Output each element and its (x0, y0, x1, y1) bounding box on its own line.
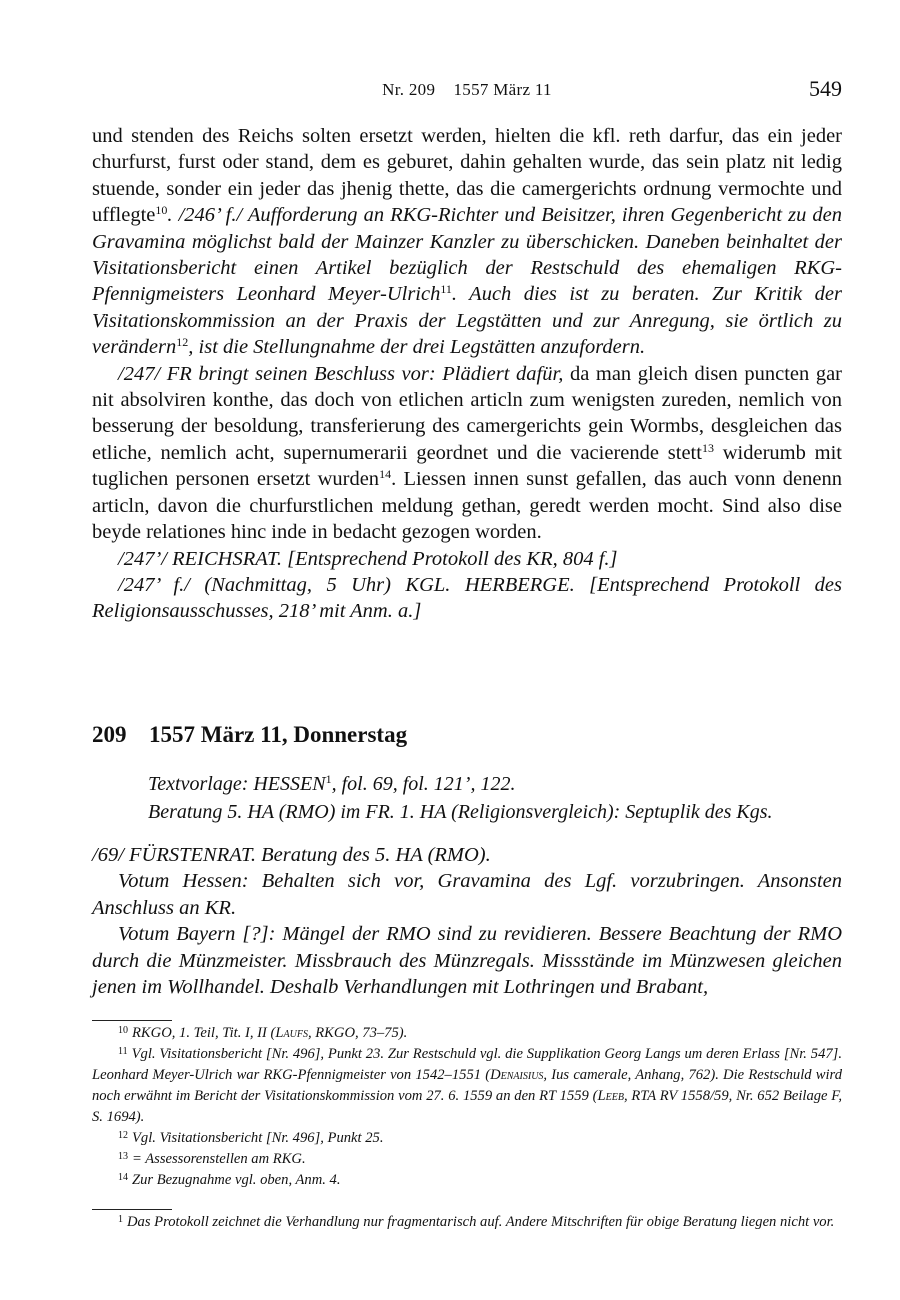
footnote-10 (92, 1023, 842, 1044)
text-run: da man gleich disen puncten gar nit absolviren konthe, das doch von etlichen articln zum wenigsten zureden, nemlich von besserung der besoldung, transferierung des camergerichts gein Wormbs, desgleichen das etliche, nemlich acht, supernumerarii geordnet und die vacierende stett (92, 362, 843, 464)
continued-text (92, 123, 842, 625)
footnote-b1 (92, 1212, 842, 1233)
footnote-12 (92, 1128, 842, 1149)
footnote-number: 13 (118, 1151, 128, 1162)
entry-heading (92, 722, 407, 748)
footnote-ref-13: 13 (701, 440, 714, 455)
votum-hessen: Votum Hessen: Behalten sich vor, Gravamina des Lgf. vorzubringen. Ansonsten Anschluss an KR. (92, 870, 842, 919)
footnotes-numeric (92, 1023, 842, 1191)
text-run: Vgl. Visitationsbericht [Nr. 496], Punkt 23. Zur Restschuld vgl. die Supplikation Georg Langs um deren Erlass [Nr. 547]. Leonhard Meyer-Ulrich war RKG-Pfennigmeister von 1542–1551 ( (92, 1046, 842, 1083)
footnote-ref-b1: 1 (325, 772, 332, 786)
text-run: RKGO, 1. Teil, Tit. I, II ( (132, 1025, 276, 1041)
footnote-rule (92, 1020, 172, 1021)
text-run: , RKGO, 73–75). (307, 1025, 408, 1041)
source-line (148, 770, 842, 798)
footnote-rule (92, 1209, 172, 1210)
text-run: Vgl. Visitationsbericht [Nr. 496], Punkt 25. (132, 1130, 384, 1146)
entry-number: 209 (92, 722, 127, 747)
text-run: = Assessorenstellen am RKG. (132, 1151, 306, 1167)
entry-title: 1557 März 11, Donnerstag (149, 722, 408, 747)
footnote-number: 11 (118, 1046, 128, 1057)
footnote-ref-14: 14 (379, 467, 392, 482)
text-run: , ist die Stellungnahme der drei Legstätten anzufordern. (188, 336, 646, 359)
running-title: Nr. 209 1557 März 11 (382, 80, 552, 99)
footnote-11 (92, 1044, 842, 1128)
text-run: , RTA RV 1558/59, Nr. 652 Beilage F, S. 1694). (92, 1088, 842, 1125)
source-block (148, 770, 842, 826)
section-body (92, 842, 842, 1000)
author-name: Leeb (597, 1088, 624, 1104)
footnote-ref-11: 11 (440, 282, 452, 297)
author-name: Laufs (275, 1025, 308, 1041)
footnotes-alpha (92, 1212, 842, 1233)
paragraph-fr-decision (92, 361, 842, 546)
footnote-number: 10 (118, 1025, 128, 1036)
text-run: . Auch dies ist zu beraten. Zur Kritik der Visitationskommission an der Praxis der Legstätten und zur Anregung, sie örtlich zu verändern (92, 283, 842, 359)
text-run: . /246’ f./ Aufforderung an RKG-Richter und Beisitzer, ihren Gegenbericht zu den Gravamina möglichst bald der Mainzer Kanzler zu überschicken. Daneben beinhaltet der Visitationsbericht einen Artikel bezüglich der Restschuld des ehemaligen RKG-Pfennigmeisters Leonhard Meyer-Ulrich (92, 204, 842, 306)
text-run: . Liessen innen sunst gefallen, das auch vonn denenn articln, davon die churfurstlichen meldung gethan, geredt werden mocht. Sind also dise beyde relationes hinc inde in bedacht gezogen worden. (92, 468, 842, 544)
paragraph-continuation (92, 123, 842, 361)
running-header (92, 76, 842, 106)
text-run: und stenden des Reichs solten ersetzt werden, hielten die kfl. reth darfur, das ein jeder churfurst, furst oder stand, dem es geburet, dahin gehalten wurde, das sein platz nit ledig stuende, sonder ein jeder das jhenig thette, das die camergerichts ordnung vermochte und ufflegte (92, 125, 842, 227)
paragraph-reichsrat: /247’/ REICHSRAT. [Entsprechend Protokoll des KR, 804 f.] (118, 547, 618, 570)
section-heading: /69/ FÜRSTENRAT. Beratung des 5. HA (RMO). (92, 844, 491, 866)
footnote-ref-12: 12 (176, 335, 189, 350)
source-beratung-line: Beratung 5. HA (RMO) im FR. 1. HA (Religionsvergleich): Septuplik des Kgs. (148, 801, 773, 823)
footnote-number: 12 (118, 1130, 128, 1141)
text-run: /247/ FR bringt seinen Beschluss vor: Plädiert dafür, (118, 362, 564, 385)
footnote-number: 1 (118, 1214, 123, 1225)
votum-bayern: Votum Bayern [?]: Mängel der RMO sind zu revidieren. Bessere Beachtung der RMO durch die Münzmeister. Missbrauch des Münzregals. Missstände im Münzwesen gleichen jenen im Wollhandel. Deshalb Verhandlungen mit Lothringen und Brabant, (92, 923, 842, 999)
footnote-14 (92, 1170, 842, 1191)
footnote-ref-10: 10 (155, 203, 168, 218)
footnote-number: 14 (118, 1172, 128, 1183)
text-run: Zur Bezugnahme vgl. oben, Anm. 4. (132, 1172, 341, 1188)
text-run: , fol. 69, fol. 121’, 122. (331, 773, 516, 795)
paragraph-kgl-herberge: /247’ f./ (Nachmittag, 5 Uhr) KGL. HERBERGE. [Entsprechend Protokoll des Religionsausschusses, 218’ mit Anm. a.] (92, 573, 842, 623)
footnote-13 (92, 1149, 842, 1170)
text-run: widerumb mit tuglichen personen ersetzt wurden (92, 441, 842, 491)
author-name: Denaisius (490, 1067, 544, 1083)
text-run: , Ius camerale, Anhang, 762). Die Restschuld wird noch erwähnt im Bericht der Visitationskommission vom 27. 6. 1559 an den RT 1559 ( (92, 1067, 842, 1104)
page-number: 549 (809, 76, 842, 101)
text-run: Das Protokoll zeichnet die Verhandlung nur fragmentarisch auf. Andere Mitschriften für obige Beratung liegen nicht vor. (127, 1214, 835, 1230)
text-run: Textvorlage: HESSEN (148, 773, 326, 795)
